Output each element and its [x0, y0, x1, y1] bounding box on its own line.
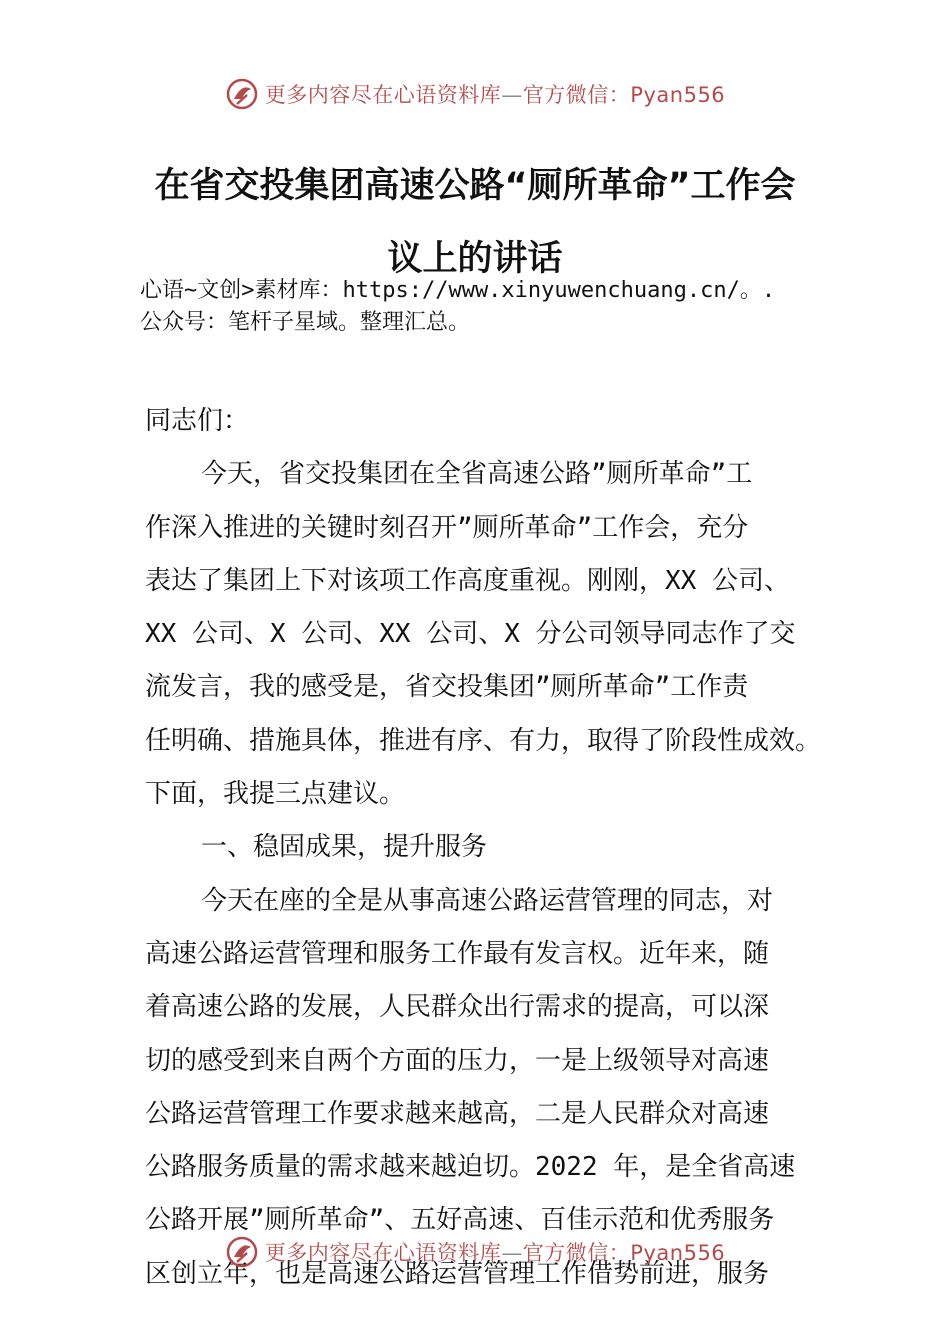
paragraph-line: 公路开展”厕所革命”、五好高速、百佳示范和优秀服务: [145, 1205, 775, 1236]
footer-watermark: [0, 1232, 950, 1272]
paragraph-line: 下面，我提三点建议。: [145, 779, 406, 810]
paragraph-line: 任明确、措施具体，推进有序、有力，取得了阶段性成效。: [145, 725, 822, 756]
section-heading: 一、稳固成果，提升服务: [201, 832, 488, 863]
logo-icon: [225, 77, 259, 111]
paragraph-line: 今天在座的全是从事高速公路运营管理的同志，对: [201, 885, 774, 916]
header-watermark: [0, 74, 950, 114]
logo-icon: [225, 1235, 259, 1269]
paragraph-line: 公路服务质量的需求越来越迫切。2022 年，是全省高速: [145, 1152, 796, 1183]
paragraph-line: XX 公司、X 公司、XX 公司、X 分公司领导同志作了交: [145, 619, 796, 650]
body-text: [145, 395, 822, 1301]
paragraph-line: 公路运营管理工作要求越来越高，二是人民群众对高速: [145, 1098, 770, 1129]
page-title-line-2: 议上的讲话: [387, 239, 563, 279]
paragraph-line: 切的感受到来自两个方面的压力，一是上级领导对高速: [145, 1045, 770, 1076]
paragraph-line: 流发言，我的感受是，省交投集团”厕所革命”工作责: [145, 672, 749, 703]
watermark-text: 更多内容尽在心语资料库—官方微信：Pyan556: [264, 83, 726, 107]
paragraph-line: 区创立年，也是高速公路运营管理工作借势前进，服务: [145, 1258, 770, 1289]
paragraph-line: 作深入推进的关键时刻召开”厕所革命”工作会，充分: [145, 512, 749, 543]
salutation: 同志们：: [145, 406, 250, 436]
source-line-2: 公众号：笔杆子星域。整理汇总。: [140, 310, 471, 335]
paragraph-line: 高速公路运营管理和服务工作最有发言权。近年来，随: [145, 938, 770, 969]
page-title-line-1: 在省交投集团高速公路“厕所革命”工作会: [154, 166, 796, 206]
paragraph-line: 表达了集团上下对该项工作高度重视。刚刚，XX 公司、: [145, 565, 790, 596]
paragraph-line: 着高速公路的发展，人民群众出行需求的提高，可以深: [145, 992, 770, 1023]
watermark-text: 更多内容尽在心语资料库—官方微信：Pyan556: [264, 1241, 726, 1265]
source-line-1: 心语~文创>素材库：https://www.xinyuwenchuang.cn/。.: [140, 278, 776, 303]
paragraph-line: 今天，省交投集团在全省高速公路”厕所革命”工: [201, 459, 753, 490]
